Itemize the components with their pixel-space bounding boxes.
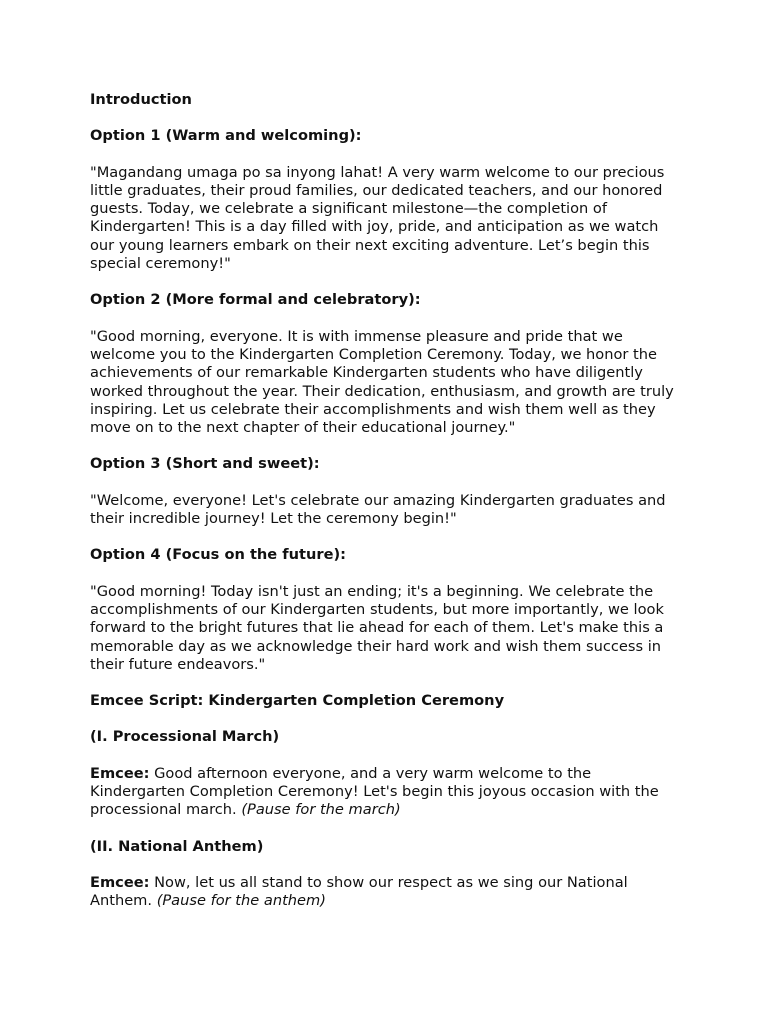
option-2-title: Option 2 (More formal and celebratory):	[90, 291, 421, 309]
section-1-heading: (I. Processional March)	[90, 728, 280, 746]
introduction-heading: Introduction	[90, 91, 192, 108]
section-2-heading: (II. National Anthem)	[90, 837, 264, 855]
option-3-title: Option 3 (Short and sweet):	[90, 455, 320, 473]
option-1-title: Option 1 (Warm and welcoming):	[90, 127, 362, 145]
section-2-text: Now, let us all stand to show our respect as we sing our National Anthem.	[90, 873, 628, 910]
option-3-text: "Welcome, everyone! Let's celebrate our amazing Kindergarten graduates and their incredible journey! Let the ceremony begin!"	[90, 491, 666, 528]
option-2-text: "Good morning, everyone. It is with immense pleasure and pride that we welcome you to the Kindergarten Completion Ceremony. Today, we honor the achievements of our remarkable Kindergarten students who have diligently worked throughout the year. Their dedication, enthusiasm, and growth are truly inspiring. Let us celebrate their accomplishments and wish them well as they move on to the next chapter of their educational journey."	[90, 327, 674, 437]
option-1-text: "Magandang umaga po sa inyong lahat! A very warm welcome to our precious little graduates, their proud families, our dedicated teachers, and our honored guests. Today, we celebrate a significant milestone—the completion of Kindergarten! This is a day filled with joy, pride, and anticipation as we watch our young learners embark on their next exciting adventure. Let’s begin this special ceremony!"	[90, 163, 665, 273]
section-1-text: Good afternoon everyone, and a very warm welcome to the Kindergarten Completion Ceremony! Let's begin this joyous occasion with the processional march.	[90, 764, 659, 819]
option-4-title: Option 4 (Focus on the future):	[90, 546, 346, 564]
speaker-label: Emcee:	[90, 873, 150, 891]
section-2-paragraph	[90, 874, 682, 911]
stage-direction: (Pause for the anthem)	[156, 892, 326, 910]
option-4-text: "Good morning! Today isn't just an ending; it's a beginning. We celebrate the accomplishments of our Kindergarten students, but more importantly, we look forward to the bright futures that lie ahead for each of them. Let's make this a memorable day as we acknowledge their hard work and wish them success in their future endeavors."	[90, 582, 664, 673]
script-title: Emcee Script: Kindergarten Completion Ceremony	[90, 692, 505, 710]
speaker-label: Emcee:	[90, 764, 150, 782]
section-1-paragraph	[90, 765, 682, 820]
document-page	[90, 91, 682, 929]
stage-direction: (Pause for the march)	[241, 801, 401, 819]
